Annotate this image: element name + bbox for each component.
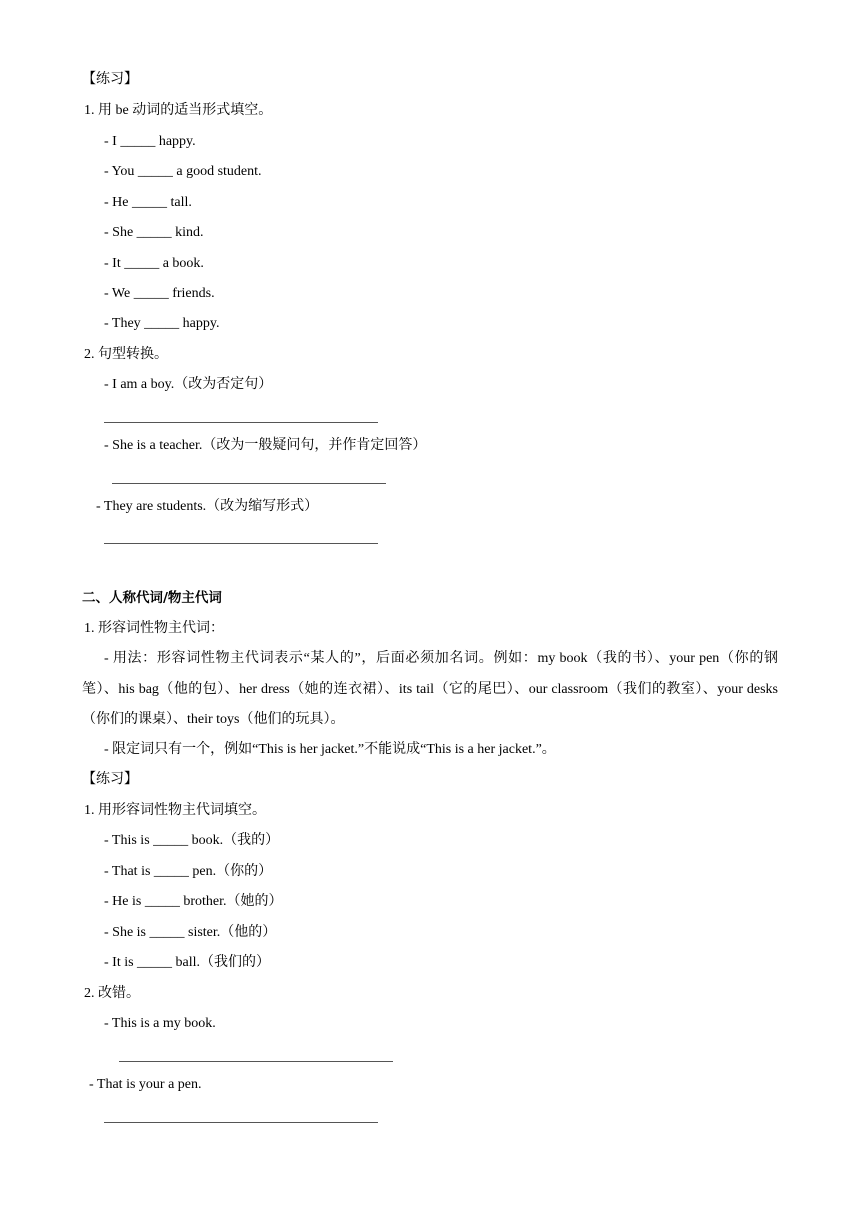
subsection-title: 1. 形容词性物主代词：: [84, 621, 224, 636]
exercise-item: - He _____ tall.: [104, 195, 192, 210]
limit-note: - 限定词只有一个，例如“This is her jacket.”不能说成“This is a her jacket.”。: [104, 742, 556, 757]
question-title: 1. 用 be 动词的适当形式填空。: [84, 103, 273, 118]
exercise-item: - She is _____ sister.（他的）: [104, 925, 277, 940]
exercise-item: - They _____ happy.: [104, 316, 220, 331]
practice-header: 【练习】: [82, 772, 138, 787]
exercise-item: - I am a boy.（改为否定句）: [104, 377, 273, 392]
exercise-item: - She _____ kind.: [104, 225, 204, 240]
practice-header: 【练习】: [82, 72, 138, 87]
exercise-item: - They are students.（改为缩写形式）: [96, 499, 319, 514]
exercise-item: - That is _____ pen.（你的）: [104, 864, 273, 879]
exercise-item: - That is your a pen.: [89, 1077, 202, 1092]
answer-line[interactable]: [119, 1061, 393, 1062]
answer-line[interactable]: [104, 543, 378, 544]
usage-paragraph: - 用法：形容词性物主代词表示“某人的”，后面必须加名词。例如：my book（我的书）、your pen（你的钢笔）、his bag（他的包）、her dress（她的连衣裙）、its tail（它的尾巴）、our classroom（我们的教室）、your desks（你们的课桌）、their toys（他们的玩具）。: [82, 651, 778, 727]
section-title: 二、人称代词/物主代词: [82, 590, 222, 606]
question-title: 2. 句型转换。: [84, 347, 168, 362]
exercise-item: - This is a my book.: [104, 1016, 216, 1031]
question-title: 1. 用形容词性物主代词填空。: [84, 803, 266, 818]
exercise-item: - She is a teacher.（改为一般疑问句，并作肯定回答）: [104, 438, 427, 453]
exercise-item: - We _____ friends.: [104, 286, 215, 301]
answer-line[interactable]: [104, 1122, 378, 1123]
exercise-item: - It is _____ ball.（我们的）: [104, 955, 271, 970]
question-title: 2. 改错。: [84, 986, 140, 1001]
exercise-item: - It _____ a book.: [104, 256, 204, 271]
answer-line[interactable]: [112, 483, 386, 484]
answer-line[interactable]: [104, 422, 378, 423]
exercise-item: - I _____ happy.: [104, 134, 196, 149]
exercise-item: - You _____ a good student.: [104, 164, 262, 179]
exercise-item: - This is _____ book.（我的）: [104, 833, 280, 848]
exercise-item: - He is _____ brother.（她的）: [104, 894, 283, 909]
